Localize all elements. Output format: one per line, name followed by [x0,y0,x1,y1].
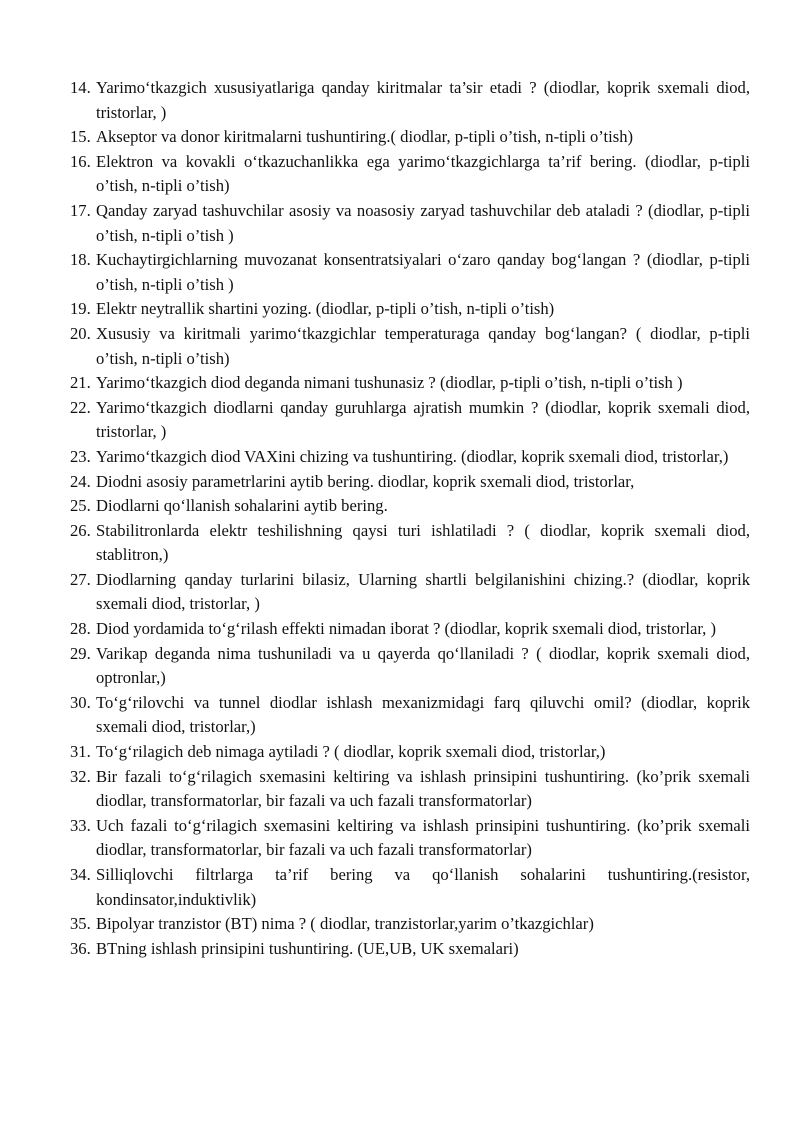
question-number: 23. [70,446,91,466]
question-number: 35. [70,914,91,934]
question-number: 26. [70,520,91,540]
list-item [70,470,750,495]
question-text: To‘g‘rilovchi va tunnel diodlar ishlash mexanizmidagi farq qiluvchi omil? (diodlar, koprik sxemali diod, tristorlar,) [96,692,750,737]
list-item [70,740,750,765]
list-item [70,76,750,125]
list-item [70,568,750,617]
question-text: BTning ishlash prinsipini tushuntiring. (UE,UB, UK sxemalari) [96,938,519,958]
question-number: 34. [70,865,91,884]
question-text: Elektr neytrallik shartini yozing. (diodlar, p-tipli o’tish, n-tipli o’tish) [96,299,555,319]
list-item [70,617,750,642]
question-text: Stabilitronlarda elektr teshilishning qaysi turi ishlatiladi ? ( diodlar, koprik sxemali diod, stablitron,) [96,520,750,565]
question-text: Diodlarni qo‘llanish sohalarini aytib bering. [96,496,388,516]
question-number: 14. [70,78,91,97]
list-item [70,396,750,445]
list-item [70,248,750,297]
question-text: Yarimo‘tkazgich diodlarni qanday guruhlarga ajratish mumkin ? (diodlar, koprik sxemali diod, tristorlar, ) [96,397,750,442]
question-text: Uch fazali to‘g‘rilagich sxemasini keltiring va ishlash prinsipini tushuntiring. (ko’prik sxemali diodlar, transformatorlar, bir fazali va uch fazali transformatorlar) [96,815,750,860]
question-number: 18. [70,250,91,270]
list-item [70,814,750,863]
question-text: Qanday zaryad tashuvchilar asosiy va noasosiy zaryad tashuvchilar deb ataladi ? (diodlar, p-tipli o’tish, n-tipli o’tish ) [96,200,750,245]
question-number: 15. [70,127,91,147]
question-text: Bipolyar tranzistor (BT) nima ? ( diodlar, tranzistorlar,yarim o’tkazgichlar) [96,914,594,934]
question-number: 21. [70,373,91,393]
question-text: Elektron va kovakli o‘tkazuchanlikka ega yarimo‘tkazgichlarga ta’rif bering. (diodlar, p-tipli o’tish, n-tipli o’tish) [96,151,750,196]
question-number: 16. [70,151,91,171]
question-number: 32. [70,766,91,786]
question-number: 17. [70,200,91,220]
list-item [70,297,750,322]
question-text: Yarimo‘tkazgich diod VAXini chizing va tushuntiring. (diodlar, koprik sxemali diod, tristorlar,) [96,446,729,466]
question-number: 22. [70,397,91,417]
question-number: 25. [70,496,91,516]
list-item [70,322,750,371]
question-text: Kuchaytirgichlarning muvozanat konsentratsiyalari o‘zaro qanday bog‘langan ? (diodlar, p-tipli o’tish, n-tipli o’tish ) [96,250,750,294]
question-number: 27. [70,569,91,589]
question-number: 33. [70,815,91,835]
question-text: Varikap deganda nima tushuniladi va u qayerda qo‘llaniladi ? ( diodlar, koprik sxemali diod, optronlar,) [96,643,750,688]
question-text: Xususiy va kiritmali yarimo‘tkazgichlar temperaturaga qanday bog‘langan? ( diodlar, p-tipli o’tish, n-tipli o’tish) [96,323,750,368]
question-number: 30. [70,692,91,712]
list-item [70,445,750,470]
question-number: 19. [70,299,91,319]
question-number: 29. [70,643,91,663]
list-item [70,371,750,396]
question-text: Bir fazali to‘g‘rilagich sxemasini keltiring va ishlash prinsipini tushuntiring. (ko’prik sxemali diodlar, transformatorlar, bir fazali va uch fazali transformatorlar) [96,766,750,811]
list-item [70,912,750,937]
question-text: To‘g‘rilagich deb nimaga aytiladi ? ( diodlar, koprik sxemali diod, tristorlar,) [96,742,606,762]
list-item [70,494,750,519]
question-text: Diodni asosiy parametrlarini aytib bering. diodlar, koprik sxemali diod, tristorlar, [96,471,635,491]
question-text: Yarimo‘tkazgich diod deganda nimani tushunasiz ? (diodlar, p-tipli o’tish, n-tipli o’tish ) [96,373,683,393]
question-number: 20. [70,323,91,343]
question-list [70,76,750,961]
list-item [70,150,750,199]
list-item [70,937,750,962]
question-number: 28. [70,619,91,639]
question-text: Diod yordamida to‘g‘rilash effekti nimadan iborat ? (diodlar, koprik sxemali diod, tristorlar, ) [96,619,717,639]
list-item [70,519,750,568]
question-text: Diodlarning qanday turlarini bilasiz, Ularning shartli belgilanishini chizing.? (diodlar, koprik sxemali diod, tristorlar, ) [96,569,750,614]
list-item [70,765,750,814]
list-item [70,863,750,912]
list-item [70,199,750,248]
question-number: 24. [70,471,91,491]
list-item [70,125,750,150]
list-item [70,691,750,740]
question-text: Silliqlovchi filtrlarga ta’rif bering va qo‘llanish sohalarini tushuntiring.(resistor, kondinsator,induktivlik) [96,865,750,909]
question-text: Yarimo‘tkazgich xususiyatlariga qanday kiritmalar ta’sir etadi ? (diodlar, koprik sxemali diod, tristorlar, ) [96,78,750,122]
question-text: Akseptor va donor kiritmalarni tushuntiring.( diodlar, p-tipli o’tish, n-tipli o’tish) [96,127,634,147]
question-number: 36. [70,938,91,958]
question-number: 31. [70,742,91,762]
list-item [70,642,750,691]
